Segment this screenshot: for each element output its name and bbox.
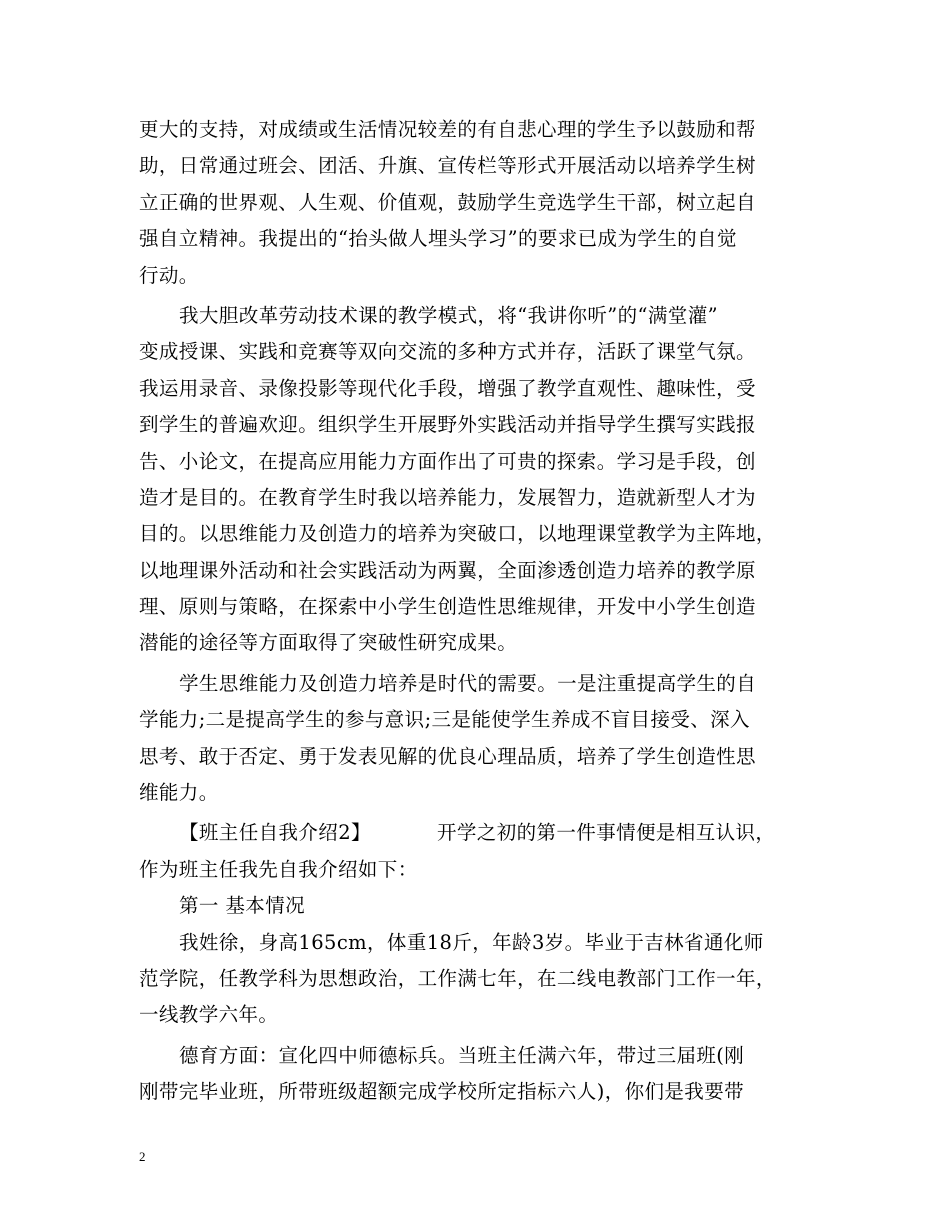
text-line: 以地理课外活动和社会实践活动为两翼，全面渗透创造力培养的教学原: [139, 558, 756, 582]
text-line: 助，日常通过班会、团活、升旗、宣传栏等形式开展活动以培养学生树: [139, 154, 756, 178]
subsection-heading: 第一 基本情况: [179, 894, 305, 918]
text-line: 行动。: [139, 263, 199, 287]
text-line: 我姓徐，身高165cm，体重18斤，年龄3岁。毕业于吉林省通化师: [179, 930, 764, 954]
text-line: 更大的支持，对成绩或生活情况较差的有自悲心理的学生予以鼓励和帮: [139, 118, 756, 141]
text-line: 强自立精神。我提出的“抬头做人埋头学习”的要求已成为学生的自觉: [139, 227, 737, 251]
text-line: 到学生的普遍欢迎。组织学生开展野外实践活动并指导学生撰写实践报: [139, 413, 756, 437]
text-line: 理、原则与策略，在探索中小学生创造性思维规律，开发中小学生创造: [139, 595, 756, 619]
text-line: 思考、敢于否定、勇于发表见解的优良心理品质，培养了学生创造性思: [139, 744, 756, 768]
text-line: 我大胆改革劳动技术课的教学模式，将“我讲你听”的“满堂灌”: [179, 303, 718, 327]
text-line: 造才是目的。在教育学生时我以培养能力，发展智力，造就新型人才为: [139, 485, 756, 509]
text-line: 学能力;二是提高学生的参与意识;三是能使学生养成不盲目接受、深入: [139, 708, 750, 732]
section-tag: 【班主任自我介绍2】: [179, 821, 371, 845]
text-line: 范学院，任教学科为思想政治，工作满七年，在二线电教部门工作一年，: [139, 966, 776, 990]
text-line: 变成授课、实践和竞赛等双向交流的多种方式并存，活跃了课堂气氛。: [139, 340, 756, 364]
page-number: 2: [139, 1149, 146, 1164]
text-line: 告、小论文，在提高应用能力方面作出了可贵的探索。学习是手段，创: [139, 449, 756, 473]
text-line: 潜能的途径等方面取得了突破性研究成果。: [139, 631, 518, 655]
text-line-part: 开学之初的第一件事情便是相互认识，: [437, 821, 776, 845]
text-line: 刚带完毕业班，所带班级超额完成学校所定指标六人)，你们是我要带: [139, 1080, 745, 1104]
text-line: 学生思维能力及创造力培养是时代的需要。一是注重提高学生的自: [179, 671, 757, 695]
text-line: 一线教学六年。: [139, 1003, 279, 1027]
text-line: 德育方面：宣化四中师德标兵。当班主任满六年，带过三届班(刚: [179, 1043, 745, 1067]
document-body: [139, 112, 815, 1111]
text-line: 作为班主任我先自我介绍如下：: [139, 857, 418, 881]
text-line: 立正确的世界观、人生观、价值观，鼓励学生竞选学生干部，树立起自: [139, 190, 756, 214]
text-line: 我运用录音、录像投影等现代化手段，增强了教学直观性、趣味性，受: [139, 376, 756, 400]
text-line: 维能力。: [139, 781, 219, 805]
section-header-line: [139, 815, 815, 851]
text-line: 目的。以思维能力及创造力的培养为突破口，以地理课堂教学为主阵地，: [139, 522, 776, 546]
